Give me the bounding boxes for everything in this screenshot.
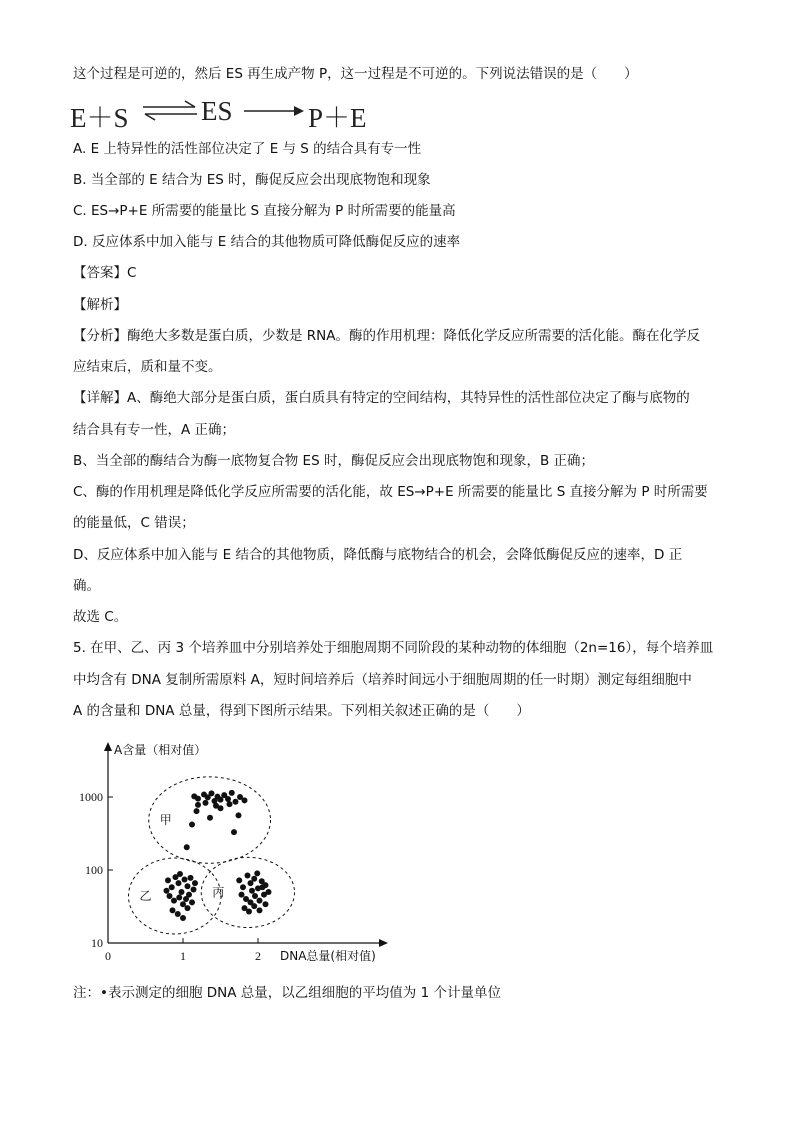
data-point [209, 790, 215, 796]
data-point [254, 870, 260, 876]
y-tick-label: 100 [85, 863, 103, 877]
data-point [236, 812, 242, 818]
data-point [249, 888, 255, 894]
data-points [164, 790, 272, 921]
analysis-label: 【解析】 [73, 297, 127, 313]
q5-line-2: 中均含有 DNA 复制所需原料 A，短时间培养后（培养时间远小于细胞周期的任一时期）测定每组细胞中 [73, 672, 692, 688]
data-point [245, 873, 251, 879]
data-point [251, 903, 257, 909]
data-point [231, 829, 237, 835]
x-axis-arrow [379, 939, 388, 947]
q5-line-1: 5. 在甲、乙、丙 3 个培养皿中分别培养处于细胞周期不同阶段的某种动物的体细胞（2n=16），每个培养皿 [73, 640, 714, 656]
data-point [180, 915, 186, 921]
data-point [192, 880, 198, 886]
data-point [175, 911, 181, 917]
y-axis-label: A含量（相对值） [114, 743, 207, 757]
data-point [165, 877, 171, 883]
scatter-chart [70, 734, 400, 969]
detail-d-line-1: D、反应体系中加入能与 E 结合的其他物质，降低酶与底物结合的机会，会降低酶促反应的速率，D 正 [73, 547, 683, 563]
detail-a-line-1: 【详解】A、酶绝大部分是蛋白质，蛋白质具有特定的空间结构，其特异性的活性部位决定了酶与底物的 [73, 390, 690, 406]
group-label: 丙 [212, 885, 225, 900]
data-point [257, 898, 263, 904]
y-axis-arrow [104, 742, 112, 751]
data-point [257, 907, 263, 913]
data-point [195, 802, 201, 808]
data-point [207, 815, 213, 821]
chart-axes [104, 742, 388, 947]
data-point [246, 909, 252, 915]
data-point [229, 790, 235, 796]
data-point [189, 899, 195, 905]
option-b: B. 当全部的 E 结合为 ES 时，酶促反应会出现底物饱和现象 [73, 172, 431, 188]
data-point [184, 844, 190, 850]
equation-right: P＋E [308, 103, 367, 133]
answer: 【答案】C [73, 265, 137, 281]
data-point [180, 901, 186, 907]
data-point [189, 822, 195, 828]
x-tick-label: 2 [255, 949, 261, 963]
q5-line-3: A 的含量和 DNA 总量，得到下图所示结果。下列相关叙述正确的是（ ） [73, 703, 530, 719]
data-point [239, 892, 245, 898]
data-point [183, 896, 189, 902]
forward-arrow-icon [242, 96, 308, 126]
data-point [176, 895, 182, 901]
data-point [263, 901, 269, 907]
x-tick-label: 0 [105, 949, 111, 963]
group-label: 甲 [159, 813, 172, 828]
data-point [240, 884, 246, 890]
data-point [169, 884, 175, 890]
data-point [185, 905, 191, 911]
group-ellipses [129, 777, 295, 934]
data-point [191, 887, 197, 893]
data-point [227, 801, 233, 807]
equation-left: E＋S [70, 103, 129, 133]
data-point [179, 889, 185, 895]
data-point [167, 893, 173, 899]
y-tick-label: 1000 [79, 790, 103, 804]
data-point [188, 875, 194, 881]
data-point [251, 876, 257, 882]
data-point [170, 907, 176, 913]
detail-c-line-1: C、酶的作用机理是降低化学反应所需要的活化能，故 ES→P+E 所需要的能量比 S 直接分解为 P 时所需要 [73, 484, 708, 500]
detail-d-line-2: 确。 [73, 578, 100, 594]
question-intro: 这个过程是可逆的，然后 ES 再生成产物 P，这一过程是不可逆的。下列说法错误的是（ ） [73, 66, 638, 82]
data-point [171, 898, 177, 904]
detail-b: B、当全部的酶结合为酶一底物复合物 ES 时，酶促反应会出现底物饱和现象，B 正确； [73, 453, 594, 469]
analysis-line-2: 应结束后，质和量不变。 [73, 359, 222, 375]
group-label: 乙 [139, 889, 152, 904]
data-point [164, 888, 170, 894]
data-point [194, 808, 200, 814]
data-point [252, 893, 258, 899]
equation-middle: ES [201, 96, 233, 126]
data-point [225, 796, 231, 802]
option-c: C. ES→P+E 所需要的能量比 S 直接分解为 P 时所需要的能量高 [73, 203, 456, 219]
data-point [261, 892, 267, 898]
data-point [185, 883, 191, 889]
chart-labels [79, 742, 376, 963]
detail-c-line-2: 的能量低，C 错误； [73, 515, 195, 531]
analysis-line-1: 【分析】酶绝大多数是蛋白质，少数是 RNA。酶的作用机理：降低化学反应所需要的活化能。酶在化学反 [73, 328, 701, 344]
option-d: D. 反应体系中加入能与 E 结合的其他物质可降低酶促反应的速率 [73, 234, 461, 250]
chart-note: 注：•表示测定的细胞 DNA 总量，以乙组细胞的平均值为 1 个计量单位 [73, 985, 501, 1001]
data-point [182, 877, 188, 883]
reversible-arrow-icon [140, 96, 200, 126]
data-point [176, 880, 182, 886]
detail-a-line-2: 结合具有专一性，A 正确； [73, 422, 236, 438]
x-axis-label: DNA总量(相对值) [280, 949, 376, 963]
data-point [195, 796, 201, 802]
x-tick-label: 1 [180, 949, 186, 963]
data-point [218, 805, 224, 811]
data-point [177, 871, 183, 877]
y-tick-label: 10 [91, 936, 103, 950]
data-point [203, 800, 209, 806]
data-point [236, 877, 242, 883]
choose-answer: 故选 C。 [73, 609, 128, 625]
data-point [242, 797, 248, 803]
data-point [233, 799, 239, 805]
option-a: A. E 上特异性的活性部位决定了 E 与 S 的结合具有专一性 [73, 141, 422, 157]
data-point [260, 884, 266, 890]
